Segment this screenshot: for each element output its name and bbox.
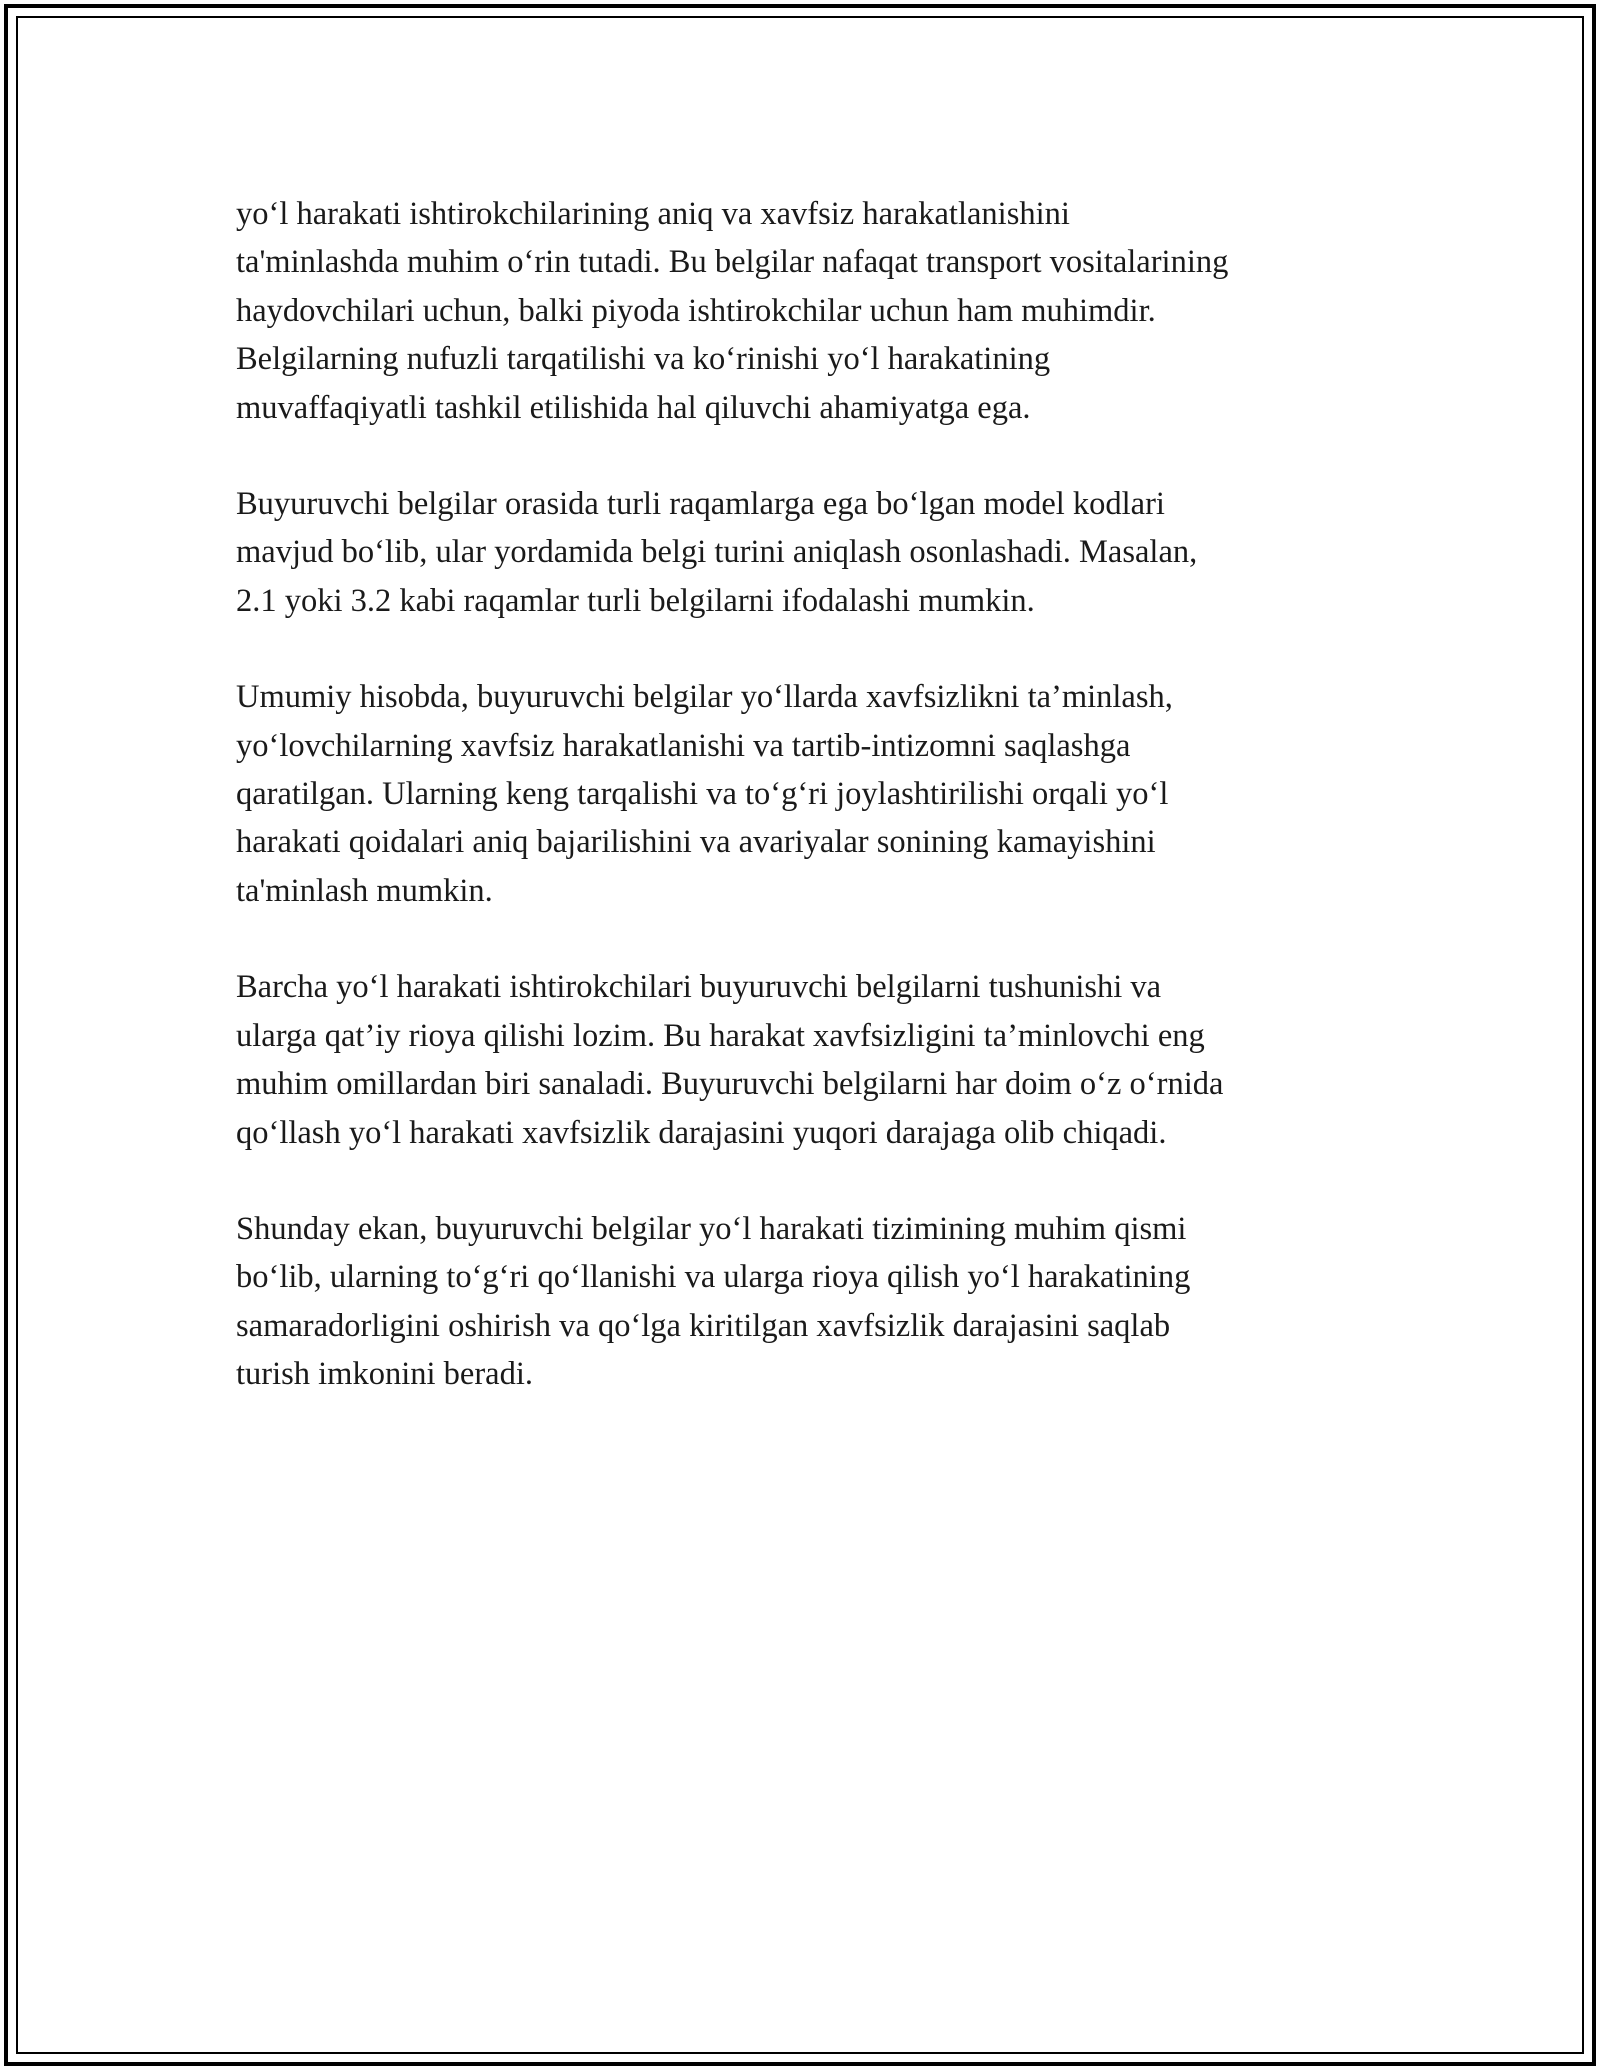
text-line: mavjud bo‘lib, ular yordamida belgi turini aniqlash osonlashadi. Masalan, xyxy=(236,534,1198,571)
text-line: Barcha yo‘l harakati ishtirokchilari buyuruvchi belgilarni tushunishi va xyxy=(236,969,1162,1006)
paragraph-1 xyxy=(236,190,1386,432)
paragraph-5 xyxy=(236,1205,1386,1399)
text-line: samaradorligini oshirish va qo‘lga kiritilgan xavfsizlik darajasini saqlab xyxy=(236,1307,1171,1344)
text-line: haydovchilari uchun, balki piyoda ishtirokchilar uchun ham muhimdir. xyxy=(236,292,1156,329)
text-line: bo‘lib, ularning to‘g‘ri qo‘llanishi va ularga rioya qilish yo‘l harakatining xyxy=(236,1259,1191,1296)
text-line: ta'minlashda muhim o‘rin tutadi. Bu belgilar nafaqat transport vositalarining xyxy=(236,244,1229,281)
paragraph-3 xyxy=(236,673,1386,915)
paragraph-2 xyxy=(236,480,1386,625)
paragraph-4 xyxy=(236,963,1386,1157)
text-line: ta'minlash mumkin. xyxy=(236,872,493,909)
text-line: yo‘l harakati ishtirokchilarining aniq va xavfsiz harakatlanishini xyxy=(236,196,1070,232)
text-line: Shunday ekan, buyuruvchi belgilar yo‘l harakati tizimining muhim qismi xyxy=(236,1210,1187,1247)
document-body xyxy=(236,190,1386,1447)
text-line: ularga qat’iy rioya qilishi lozim. Bu harakat xavfsizligini ta’minlovchi eng xyxy=(236,1017,1205,1054)
text-line: qo‘llash yo‘l harakati xavfsizlik darajasini yuqori darajaga olib chiqadi. xyxy=(236,1114,1167,1151)
text-line: Buyuruvchi belgilar orasida turli raqamlarga ega bo‘lgan model kodlari xyxy=(236,486,1165,523)
text-line: Umumiy hisobda, buyuruvchi belgilar yo‘llarda xavfsizlikni ta’minlash, xyxy=(236,679,1173,716)
text-line: yo‘lovchilarning xavfsiz harakatlanishi va tartib-intizomni saqlashga xyxy=(236,727,1131,764)
text-line: harakati qoidalari aniq bajarilishini va avariyalar sonining kamayishini xyxy=(236,824,1156,861)
text-line: turish imkonini beradi. xyxy=(236,1356,533,1393)
text-line: muhim omillardan biri sanaladi. Buyuruvchi belgilarni har doim o‘z o‘rnida xyxy=(236,1066,1224,1103)
text-line: 2.1 yoki 3.2 kabi raqamlar turli belgilarni ifodalashi mumkin. xyxy=(236,582,1035,619)
text-line: muvaffaqiyatli tashkil etilishida hal qiluvchi ahamiyatga ega. xyxy=(236,389,1031,426)
text-line: qaratilgan. Ularning keng tarqalishi va to‘g‘ri joylashtirilishi orqali yo‘l xyxy=(236,776,1169,813)
text-line: Belgilarning nufuzli tarqatilishi va ko‘rinishi yo‘l harakatining xyxy=(236,341,1051,378)
